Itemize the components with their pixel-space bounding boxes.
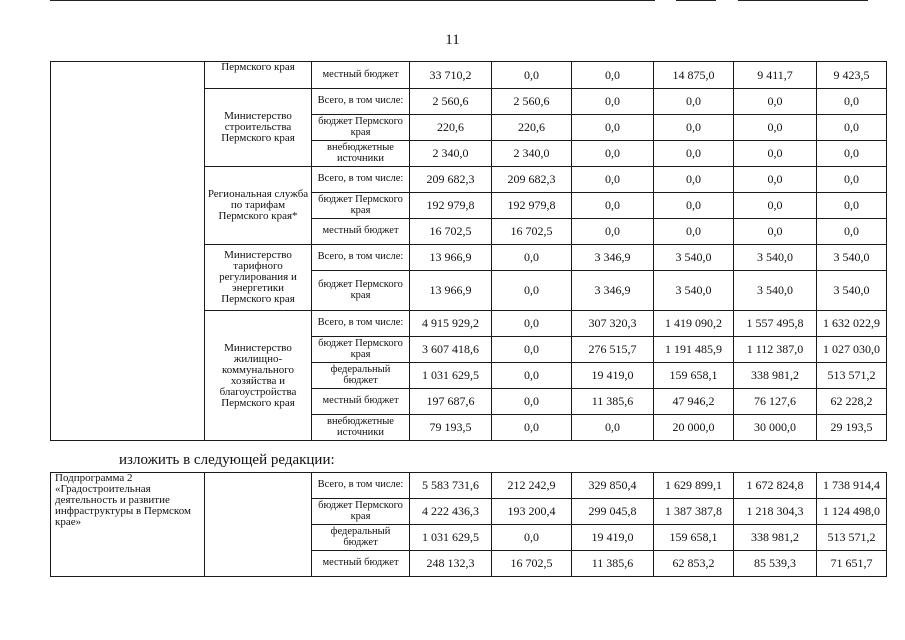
amount-cell: 0,0	[817, 115, 887, 141]
amount-cell: 1 218 304,3	[734, 499, 817, 525]
amount-cell: 0,0	[734, 167, 817, 193]
amount-cell: 0,0	[817, 167, 887, 193]
amount-cell: 0,0	[734, 89, 817, 115]
table-row	[51, 473, 887, 499]
funding-source-cell: федеральный бюджет	[312, 363, 410, 389]
amount-cell: 47 946,2	[654, 389, 734, 415]
amount-cell: 0,0	[492, 311, 572, 337]
amount-cell: 338 981,2	[734, 363, 817, 389]
amount-cell: 1 031 629,5	[410, 363, 492, 389]
amount-cell: 0,0	[734, 141, 817, 167]
funding-source-cell: внебюджетные источники	[312, 141, 410, 167]
amount-cell: 62 853,2	[654, 551, 734, 577]
funding-source-cell: бюджет Пермского края	[312, 337, 410, 363]
amount-cell: 0,0	[572, 89, 654, 115]
amount-cell: 159 658,1	[654, 525, 734, 551]
amount-cell: 2 340,0	[410, 141, 492, 167]
table-row	[51, 62, 887, 89]
amount-cell: 329 850,4	[572, 473, 654, 499]
amount-cell: 19 419,0	[572, 363, 654, 389]
amount-cell: 4 915 929,2	[410, 311, 492, 337]
amount-cell: 220,6	[410, 115, 492, 141]
amount-cell: 3 540,0	[654, 271, 734, 311]
amount-cell: 3 540,0	[817, 271, 887, 311]
organization-cell: Пермского края	[205, 62, 312, 89]
amount-cell: 307 320,3	[572, 311, 654, 337]
page-number: 11	[445, 32, 460, 48]
amount-cell: 19 419,0	[572, 525, 654, 551]
amount-cell: 1 557 495,8	[734, 311, 817, 337]
funding-source-cell: внебюджетные источники	[312, 415, 410, 441]
amount-cell: 1 191 485,9	[654, 337, 734, 363]
amount-cell: 513 571,2	[817, 363, 887, 389]
amount-cell: 11 385,6	[572, 389, 654, 415]
amount-cell: 3 346,9	[572, 271, 654, 311]
amount-cell: 62 228,2	[817, 389, 887, 415]
organization-cell: Министерство строительства Пермского края	[205, 89, 312, 167]
amount-cell: 4 222 436,3	[410, 499, 492, 525]
amount-cell: 0,0	[572, 62, 654, 89]
amount-cell: 0,0	[492, 415, 572, 441]
amount-cell: 276 515,7	[572, 337, 654, 363]
amount-cell: 0,0	[654, 193, 734, 219]
amount-cell: 1 124 498,0	[817, 499, 887, 525]
amount-cell: 13 966,9	[410, 271, 492, 311]
amount-cell: 0,0	[492, 363, 572, 389]
amount-cell: 79 193,5	[410, 415, 492, 441]
amount-cell: 0,0	[817, 89, 887, 115]
amount-cell: 0,0	[492, 62, 572, 89]
amount-cell: 338 981,2	[734, 525, 817, 551]
amount-cell: 85 539,3	[734, 551, 817, 577]
amount-cell: 0,0	[492, 245, 572, 271]
amount-cell: 11 385,6	[572, 551, 654, 577]
amount-cell: 3 540,0	[654, 245, 734, 271]
amount-cell: 3 540,0	[817, 245, 887, 271]
funding-source-cell: Всего, в том числе:	[312, 473, 410, 499]
amount-cell: 16 702,5	[410, 219, 492, 245]
amount-cell: 209 682,3	[410, 167, 492, 193]
amount-cell: 0,0	[572, 167, 654, 193]
budget-table-new	[50, 472, 887, 577]
amount-cell: 29 193,5	[817, 415, 887, 441]
amount-cell: 0,0	[572, 219, 654, 245]
amount-cell: 0,0	[654, 115, 734, 141]
amount-cell: 248 132,3	[410, 551, 492, 577]
amount-cell: 0,0	[817, 193, 887, 219]
amount-cell: 71 651,7	[817, 551, 887, 577]
section-caption: изложить в следующей редакции:	[119, 452, 335, 468]
funding-source-cell: бюджет Пермского края	[312, 271, 410, 311]
funding-source-cell: федеральный бюджет	[312, 525, 410, 551]
amount-cell: 299 045,8	[572, 499, 654, 525]
amount-cell: 1 632 022,9	[817, 311, 887, 337]
amount-cell: 5 583 731,6	[410, 473, 492, 499]
amount-cell: 1 738 914,4	[817, 473, 887, 499]
amount-cell: 1 672 824,8	[734, 473, 817, 499]
amount-cell: 1 027 030,0	[817, 337, 887, 363]
amount-cell: 1 031 629,5	[410, 525, 492, 551]
amount-cell: 1 112 387,0	[734, 337, 817, 363]
amount-cell: 2 340,0	[492, 141, 572, 167]
amount-cell: 16 702,5	[492, 551, 572, 577]
amount-cell: 192 979,8	[492, 193, 572, 219]
amount-cell: 0,0	[492, 337, 572, 363]
amount-cell: 0,0	[572, 115, 654, 141]
amount-cell: 2 560,6	[492, 89, 572, 115]
amount-cell: 1 387 387,8	[654, 499, 734, 525]
amount-cell: 0,0	[492, 525, 572, 551]
organization-cell: Региональная служба по тарифам Пермского края*	[205, 167, 312, 245]
amount-cell: 20 000,0	[654, 415, 734, 441]
amount-cell: 0,0	[572, 193, 654, 219]
amount-cell: 0,0	[654, 167, 734, 193]
funding-source-cell: местный бюджет	[312, 551, 410, 577]
amount-cell: 13 966,9	[410, 245, 492, 271]
amount-cell: 0,0	[654, 219, 734, 245]
amount-cell: 16 702,5	[492, 219, 572, 245]
amount-cell: 14 875,0	[654, 62, 734, 89]
amount-cell: 0,0	[572, 415, 654, 441]
amount-cell: 0,0	[654, 89, 734, 115]
program-name-cell: Подпрограмма 2 «Градостроительная деятельность и развитие инфраструктуры в Пермском крае»	[51, 473, 205, 577]
amount-cell: 2 560,6	[410, 89, 492, 115]
amount-cell: 3 540,0	[734, 271, 817, 311]
amount-cell: 513 571,2	[817, 525, 887, 551]
organization-cell: Министерство тарифного регулирования и энергетики Пермского края	[205, 245, 312, 311]
amount-cell: 0,0	[734, 115, 817, 141]
amount-cell: 3 607 418,6	[410, 337, 492, 363]
amount-cell: 220,6	[492, 115, 572, 141]
funding-source-cell: местный бюджет	[312, 219, 410, 245]
organization-cell	[205, 473, 312, 577]
funding-source-cell: бюджет Пермского края	[312, 115, 410, 141]
amount-cell: 0,0	[734, 193, 817, 219]
funding-source-cell: Всего, в том числе:	[312, 311, 410, 337]
amount-cell: 0,0	[734, 219, 817, 245]
amount-cell: 159 658,1	[654, 363, 734, 389]
amount-cell: 0,0	[817, 141, 887, 167]
program-name-cell	[51, 62, 205, 441]
funding-source-cell: Всего, в том числе:	[312, 89, 410, 115]
funding-source-cell: местный бюджет	[312, 62, 410, 89]
amount-cell: 9 411,7	[734, 62, 817, 89]
amount-cell: 212 242,9	[492, 473, 572, 499]
amount-cell: 3 346,9	[572, 245, 654, 271]
amount-cell: 0,0	[492, 271, 572, 311]
budget-table-old	[50, 61, 887, 441]
funding-source-cell: Всего, в том числе:	[312, 167, 410, 193]
amount-cell: 197 687,6	[410, 389, 492, 415]
organization-cell: Министерство жилищно-коммунального хозяйства и благоустройства Пермского края	[205, 311, 312, 441]
amount-cell: 9 423,5	[817, 62, 887, 89]
amount-cell: 1 419 090,2	[654, 311, 734, 337]
amount-cell: 3 540,0	[734, 245, 817, 271]
amount-cell: 33 710,2	[410, 62, 492, 89]
amount-cell: 0,0	[572, 141, 654, 167]
funding-source-cell: местный бюджет	[312, 389, 410, 415]
funding-source-cell: Всего, в том числе:	[312, 245, 410, 271]
amount-cell: 0,0	[654, 141, 734, 167]
top-rule	[676, 0, 716, 1]
amount-cell: 30 000,0	[734, 415, 817, 441]
funding-source-cell: бюджет Пермского края	[312, 193, 410, 219]
amount-cell: 0,0	[817, 219, 887, 245]
amount-cell: 1 629 899,1	[654, 473, 734, 499]
amount-cell: 209 682,3	[492, 167, 572, 193]
amount-cell: 0,0	[492, 389, 572, 415]
amount-cell: 192 979,8	[410, 193, 492, 219]
top-rule	[50, 0, 655, 1]
amount-cell: 76 127,6	[734, 389, 817, 415]
funding-source-cell: бюджет Пермского края	[312, 499, 410, 525]
top-rule	[738, 0, 868, 1]
amount-cell: 193 200,4	[492, 499, 572, 525]
